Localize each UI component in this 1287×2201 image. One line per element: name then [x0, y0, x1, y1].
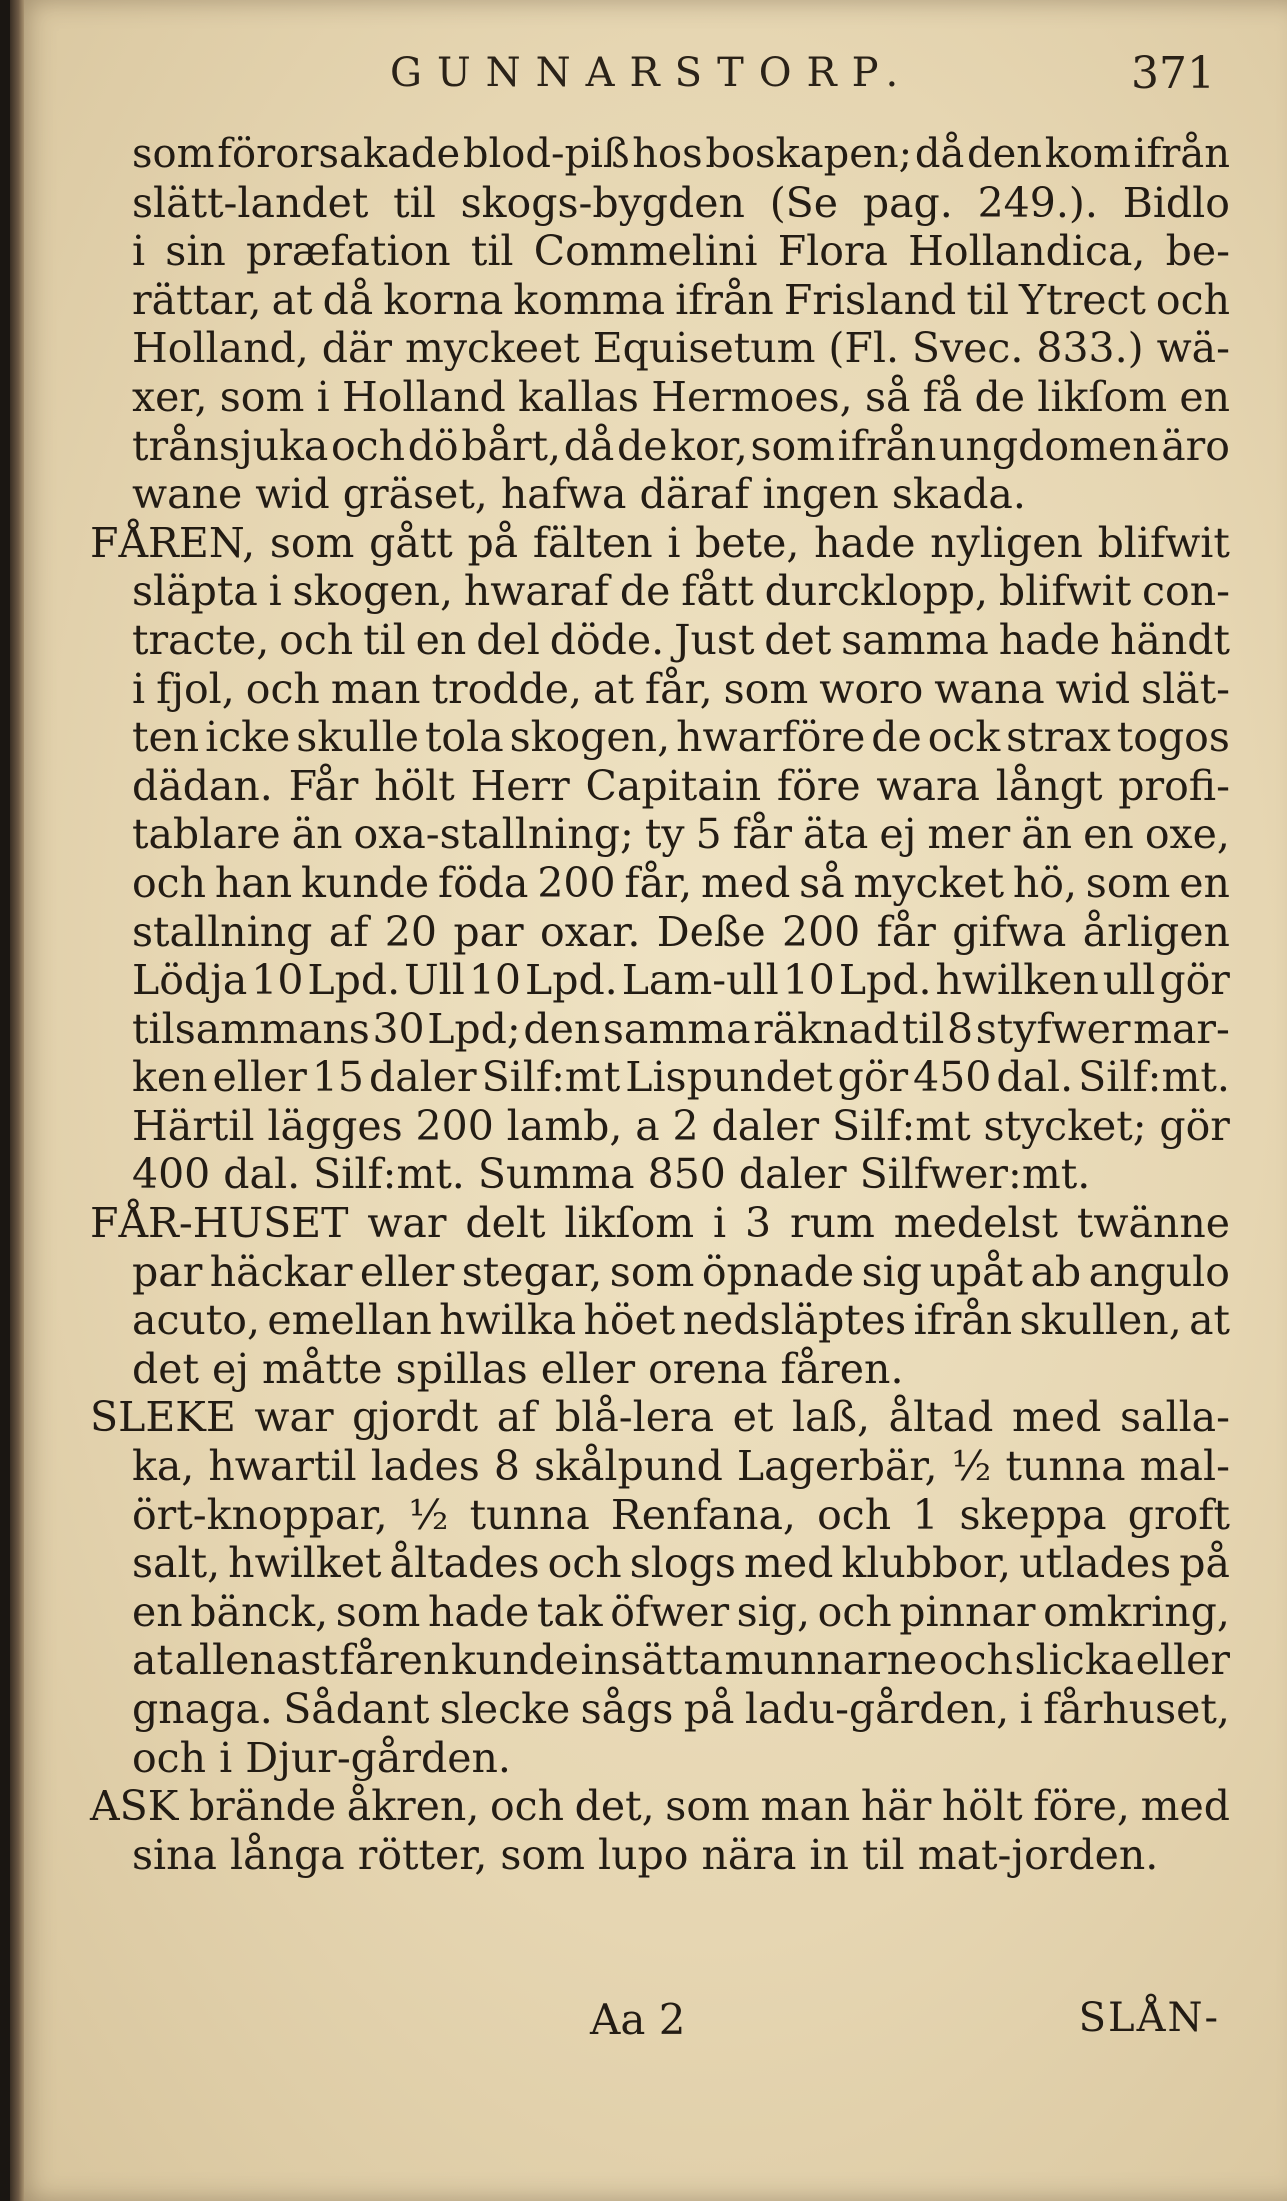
text-line: ASK brände åkren, och det, som man här hölt före, med [90, 1782, 1230, 1831]
text-line: i fjol, och man trodde, at får, som woro wana wid slät- [132, 664, 1230, 713]
text-line: Holland, där myckeet Equisetum (Fl. Svec. 833.) wä- [132, 324, 1230, 373]
text-line: och i Djur-gården. [132, 1733, 511, 1782]
text-line: Härtil lägges 200 lamb, a 2 daler Silf:mt stycket; gör [132, 1101, 1230, 1150]
text-line: FÅR-HUSET war delt likſom i 3 rum medelst twänne [90, 1199, 1230, 1248]
text-line: tablare än oxa-stallning; ty 5 får äta ej mer än en oxe, [132, 810, 1230, 859]
page-footer [570, 1995, 1220, 2055]
book-gutter [10, 0, 24, 2201]
text-line: sina långa rötter, som lupo nära in til mat-jorden. [132, 1830, 1159, 1879]
text-line: SLEKE war gjordt af blå-lera et laß, åltad med salla- [90, 1393, 1230, 1442]
signature-mark: Aa 2 [590, 1995, 686, 2044]
text-line: som förorsakade blod-piß hos boskapen; då den kom ifrån [132, 131, 1230, 177]
text-body [90, 130, 1230, 1879]
text-line: trånsjuka och dö bårt, då de kor, som ifrån ungdomen äro [132, 421, 1230, 470]
text-line: rättar, at då korna komma ifrån Frisland til Ytrect och [132, 275, 1230, 324]
catchword: SLÅN- [1078, 1995, 1220, 2041]
text-line: dädan. Får hölt Herr Capitain före wara långt profi- [132, 761, 1230, 810]
text-line: ört-knoppar, ½ tunna Renfana, och 1 skeppa groft [132, 1490, 1230, 1539]
book-page [10, 0, 1287, 2201]
text-line: FÅREN, som gått på fälten i bete, hade nyligen blifwit [90, 518, 1230, 567]
text-line: acuto, emellan hwilka höet nedsläptes ifrån skullen, at [132, 1296, 1230, 1345]
text-line: xer, som i Holland kallas Hermoes, så få de likſom en [132, 372, 1230, 421]
text-line: ken eller 15 daler Silf:mt Lispundet gör 450 dal. Silf:mt. [132, 1053, 1230, 1102]
text-line: wane wid gräset, hafwa däraf ingen skada. [132, 470, 1026, 519]
text-line: tilsammans 30 Lpd; den samma räknad til 8 styfwer mar- [132, 1004, 1230, 1053]
text-line: i sin præfation til Commelini Flora Hollandica, be- [132, 227, 1230, 276]
text-line: stallning af 20 par oxar. Deße 200 får gifwa årligen [132, 907, 1230, 956]
page-header [120, 42, 1215, 112]
page-number: 371 [1131, 48, 1215, 99]
text-line: gnaga. Sådant slecke sågs på ladu-gården, i fårhuset, [132, 1685, 1230, 1733]
text-line: Lödja 10 Lpd. Ull 10 Lpd. Lam-ull 10 Lpd. hwilken ull gör [132, 956, 1230, 1005]
text-line: släpta i skogen, hwaraf de fått durcklopp, blifwit con- [132, 567, 1230, 616]
text-line: och han kunde föda 200 får, med så mycket hö, som en [132, 858, 1230, 907]
text-line: det ej måtte spillas eller orena fåren. [132, 1344, 904, 1393]
text-line: at allenast fåren kunde insätta munnarne och slicka eller [132, 1636, 1230, 1685]
text-line: salt, hwilket åltades och slogs med klubbor, utlades på [132, 1539, 1230, 1588]
text-line: ka, hwartil lades 8 skålpund Lagerbär, ½ tunna mal- [132, 1442, 1230, 1491]
text-line: slätt-landet til skogs-bygden (Se pag. 249.). Bidlo [132, 178, 1230, 227]
text-line: tracte, och til en del döde. Just det samma hade händt [132, 615, 1230, 664]
running-head: GUNNARSTORP. [390, 50, 914, 96]
text-line: par häckar eller stegar, som öpnade sig upåt ab angulo [132, 1247, 1230, 1296]
text-line: ten icke skulle tola skogen, hwarföre de ock strax togos [132, 713, 1230, 762]
text-line: 400 dal. Silf:mt. Summa 850 daler Silfwer:mt. [132, 1150, 1091, 1199]
text-line: en bänck, som hade tak öfwer sig, och pinnar omkring, [132, 1587, 1230, 1636]
